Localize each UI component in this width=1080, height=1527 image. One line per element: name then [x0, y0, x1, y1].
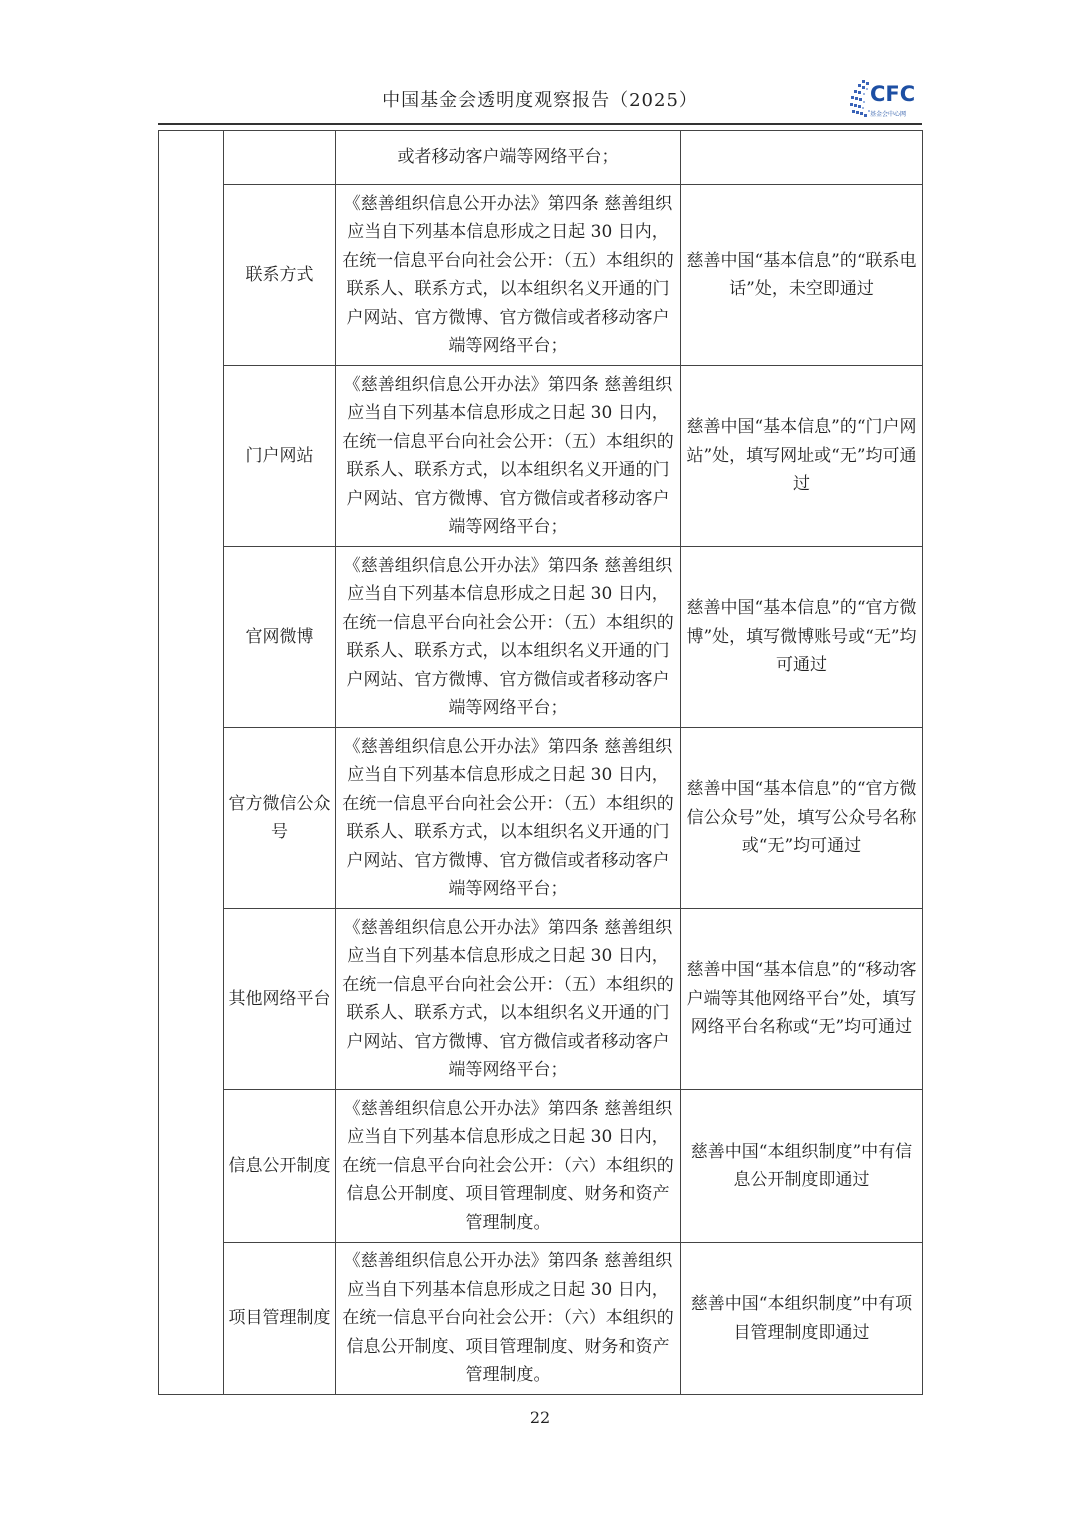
basis-cell: 《慈善组织信息公开办法》第四条 慈善组织应当自下列基本信息形成之日起 30 日内，在统一信息平台向社会公开：（五）本组织的联系人、联系方式，以本组织名义开通的门户网站、官方微博、官方微信或者移动客户端等网络平台；	[336, 728, 681, 909]
basis-cell: 《慈善组织信息公开办法》第四条 慈善组织应当自下列基本信息形成之日起 30 日内，在统一信息平台向社会公开：（五）本组织的联系人、联系方式，以本组织名义开通的门户网站、官方微博、官方微信或者移动客户端等网络平台；	[336, 185, 681, 366]
criteria-cell: 慈善中国“基本信息”的“官方微博”处，填写微博账号或“无”均可通过	[681, 547, 923, 728]
table-row	[159, 131, 923, 185]
basis-cell: 《慈善组织信息公开办法》第四条 慈善组织应当自下列基本信息形成之日起 30 日内，在统一信息平台向社会公开：（五）本组织的联系人、联系方式，以本组织名义开通的门户网站、官方微博、官方微信或者移动客户端等网络平台；	[336, 909, 681, 1090]
item-name-cell: 项目管理制度	[224, 1243, 336, 1395]
basis-cell: 《慈善组织信息公开办法》第四条 慈善组织应当自下列基本信息形成之日起 30 日内，在统一信息平台向社会公开：（五）本组织的联系人、联系方式，以本组织名义开通的门户网站、官方微博、官方微信或者移动客户端等网络平台；	[336, 547, 681, 728]
logo-text: CFC	[870, 82, 916, 106]
table-row	[159, 185, 923, 366]
header-divider	[158, 123, 922, 125]
criteria-cell: 慈善中国“基本信息”的“门户网站”处，填写网址或“无”均可通过	[681, 366, 923, 547]
basis-cell: 《慈善组织信息公开办法》第四条 慈善组织应当自下列基本信息形成之日起 30 日内，在统一信息平台向社会公开：（五）本组织的联系人、联系方式，以本组织名义开通的门户网站、官方微博、官方微信或者移动客户端等网络平台；	[336, 366, 681, 547]
report-title: 中国基金会透明度观察报告（2025）	[382, 90, 698, 111]
table-row	[159, 1243, 923, 1395]
logo-subtext: 基金会中心网	[870, 111, 907, 118]
item-name-cell	[224, 131, 336, 185]
basis-cell: 《慈善组织信息公开办法》第四条 慈善组织应当自下列基本信息形成之日起 30 日内，在统一信息平台向社会公开：（六）本组织的信息公开制度、项目管理制度、财务和资产管理制度。	[336, 1090, 681, 1243]
basis-cell: 或者移动客户端等网络平台；	[336, 131, 681, 185]
item-name-cell: 门户网站	[224, 366, 336, 547]
item-name-cell: 联系方式	[224, 185, 336, 366]
cfc-logo	[848, 76, 922, 122]
item-name-cell: 官网微博	[224, 547, 336, 728]
item-name-cell: 其他网络平台	[224, 909, 336, 1090]
criteria-cell	[681, 131, 923, 185]
criteria-cell: 慈善中国“基本信息”的“移动客户端等其他网络平台”处，填写网络平台名称或“无”均可通过	[681, 909, 923, 1090]
table-row	[159, 909, 923, 1090]
criteria-cell: 慈善中国“基本信息”的“官方微信公众号”处，填写公众号名称或“无”均可通过	[681, 728, 923, 909]
criteria-table	[158, 130, 923, 1395]
table-row	[159, 1090, 923, 1243]
table-row	[159, 728, 923, 909]
table-row	[159, 366, 923, 547]
category-cell	[159, 131, 224, 1395]
item-name-cell: 官方微信公众号	[224, 728, 336, 909]
criteria-cell: 慈善中国“本组织制度”中有信息公开制度即通过	[681, 1090, 923, 1243]
page-number: 22	[529, 1408, 551, 1427]
table-row	[159, 547, 923, 728]
item-name-cell: 信息公开制度	[224, 1090, 336, 1243]
criteria-cell: 慈善中国“基本信息”的“联系电话”处，未空即通过	[681, 185, 923, 366]
criteria-cell: 慈善中国“本组织制度”中有项目管理制度即通过	[681, 1243, 923, 1395]
basis-cell: 《慈善组织信息公开办法》第四条 慈善组织应当自下列基本信息形成之日起 30 日内，在统一信息平台向社会公开：（六）本组织的信息公开制度、项目管理制度、财务和资产管理制度。	[336, 1243, 681, 1395]
